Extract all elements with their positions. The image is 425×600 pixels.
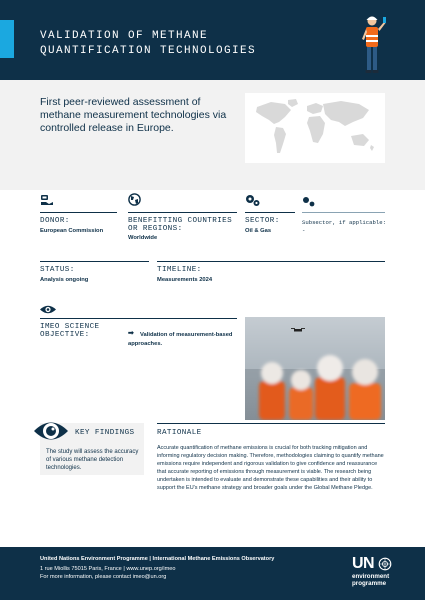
workers-drone-photo <box>245 317 385 420</box>
worker-icon <box>357 14 387 76</box>
un-emblem-icon <box>378 557 392 571</box>
countries-rule <box>128 212 237 213</box>
objective-text-line2: approaches. <box>128 341 163 347</box>
timeline-label: TIMELINE: <box>157 266 202 274</box>
intro-panel <box>0 80 425 190</box>
status-label: STATUS: <box>40 266 75 274</box>
donor-label: DONOR: <box>40 217 70 225</box>
header-banner <box>0 0 425 80</box>
sector-rule <box>245 212 295 213</box>
sector-value: Oil & Gas <box>245 228 272 234</box>
large-eye-icon <box>32 414 70 448</box>
countries-value: Worldwide <box>128 235 158 241</box>
gears-icon <box>245 194 261 207</box>
timeline-rule <box>157 261 385 262</box>
unep-logo-sub1: environment <box>352 573 390 580</box>
unep-logo-main: UN <box>352 555 375 572</box>
page-title-line2: QUANTIFICATION TECHNOLOGIES <box>40 45 257 57</box>
countries-label-line1: BENEFITTING COUNTRIES <box>128 217 233 225</box>
objective-arrow-icon: ➡ <box>128 330 134 337</box>
page-title-line1: VALIDATION OF METHANE <box>40 30 209 42</box>
status-rule <box>40 261 149 262</box>
rationale-text: Accurate quantification of methane emissions is crucial for both tracking mitigation and informing regulatory decision making. Therefore, methodologies claiming to quantify methane emissions require independent and rigorous validation to give confidence and reassurance that accurate reporting of emissions through measurement is viable. The research being undertaken is intended to evaluate and demonstrate these capabilities and their ability to support the EU's methane strategy and broader goals under the Global Methane Pledge. <box>157 445 384 491</box>
objective-rule <box>40 318 237 319</box>
eye-icon <box>39 304 57 315</box>
status-value: Analysis ongoing <box>40 277 89 283</box>
globe-icon <box>128 193 141 206</box>
subsector-rule <box>302 212 385 213</box>
rationale-heading: RATIONALE <box>157 429 202 437</box>
intro-text: First peer-reviewed assessment of methane measurement technologies via controlled release in Europe. <box>40 96 227 134</box>
timeline-value: Measurements 2024 <box>157 277 213 283</box>
donor-rule <box>40 212 117 213</box>
donor-icon <box>40 194 54 206</box>
header-accent-bar <box>0 20 14 58</box>
small-gears-icon <box>302 196 316 208</box>
subsector-label: Subsector, if applicable: <box>302 219 386 226</box>
unep-logo-sub2: programme <box>352 580 387 587</box>
objective-label-line1: IMEO SCIENCE <box>40 323 100 331</box>
countries-label-line2: OR REGIONS: <box>128 225 183 233</box>
objective-label-line2: OBJECTIVE: <box>40 331 90 339</box>
footer-organizations: United Nations Environment Programme | International Methane Emissions Observatory <box>40 556 275 562</box>
rationale-rule <box>157 423 385 424</box>
world-map <box>245 93 385 163</box>
key-findings-heading: KEY FINDINGS <box>75 429 135 437</box>
subsector-value: - <box>302 227 306 234</box>
footer <box>0 547 425 600</box>
unep-logo <box>352 556 402 592</box>
sector-label: SECTOR: <box>245 217 280 225</box>
footer-address: 1 rue Miollis 75015 Paris, France | www.unep.org/imeo <box>40 566 176 572</box>
key-findings-text: The study will assess the accuracy of various methane detection technologies. <box>46 449 139 471</box>
donor-value: European Commission <box>40 228 104 234</box>
objective-text-line1: Validation of measurement-based <box>140 332 233 338</box>
footer-contact: For more information, please contact imeo@un.org <box>40 574 167 580</box>
page-title <box>40 29 340 59</box>
